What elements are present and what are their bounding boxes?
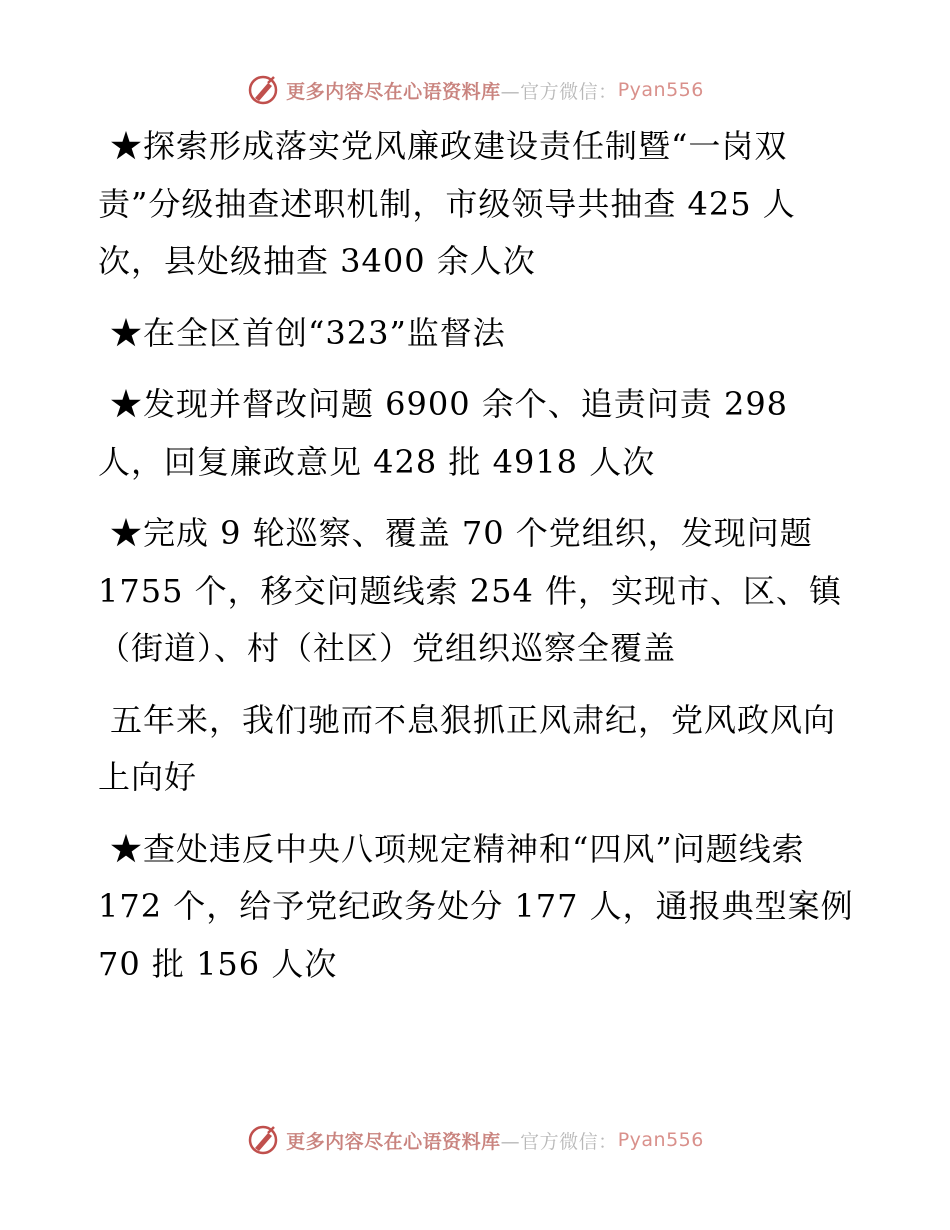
paragraph-4: ★完成 9 轮巡察、覆盖 70 个党组织，发现问题 1755 个，移交问题线索 254 件，实现市、区、镇（街道）、村（社区）党组织巡察全覆盖 xyxy=(98,514,843,667)
paragraph-2: ★在全区首创“323”监督法 xyxy=(110,313,506,352)
pen-logo-icon xyxy=(246,1123,280,1157)
footer-banner-id: Pyan556 xyxy=(617,1129,704,1151)
footer-banner xyxy=(0,1120,950,1160)
paragraph-1: ★探索形成落实党风廉政建设责任制暨“一岗双责”分级抽查述职机制，市级领导共抽查 425 人次，县处级抽查 3400 余人次 xyxy=(98,127,796,280)
footer-banner-label: —官方微信： xyxy=(500,1130,618,1153)
header-banner-id: Pyan556 xyxy=(617,79,704,101)
pen-logo-icon xyxy=(246,73,280,107)
footer-banner-title: 更多内容尽在心语资料库 xyxy=(286,1130,501,1153)
paragraph-5: 五年来，我们驰而不息狠抓正风肃纪，党风政风向上向好 xyxy=(98,700,837,796)
header-banner xyxy=(0,70,950,110)
header-banner-label: —官方微信： xyxy=(500,80,618,103)
header-banner-title: 更多内容尽在心语资料库 xyxy=(286,80,501,103)
paragraph-6: ★查处违反中央八项规定精神和“四风”问题线索 172 个，给予党纪政务处分 177 人，通报典型案例 70 批 156 人次 xyxy=(98,829,854,983)
document-body xyxy=(98,118,858,1007)
paragraph-3: ★发现并督改问题 6900 余个、追责问责 298 人，回复廉政意见 428 批 4918 人次 xyxy=(98,385,789,481)
